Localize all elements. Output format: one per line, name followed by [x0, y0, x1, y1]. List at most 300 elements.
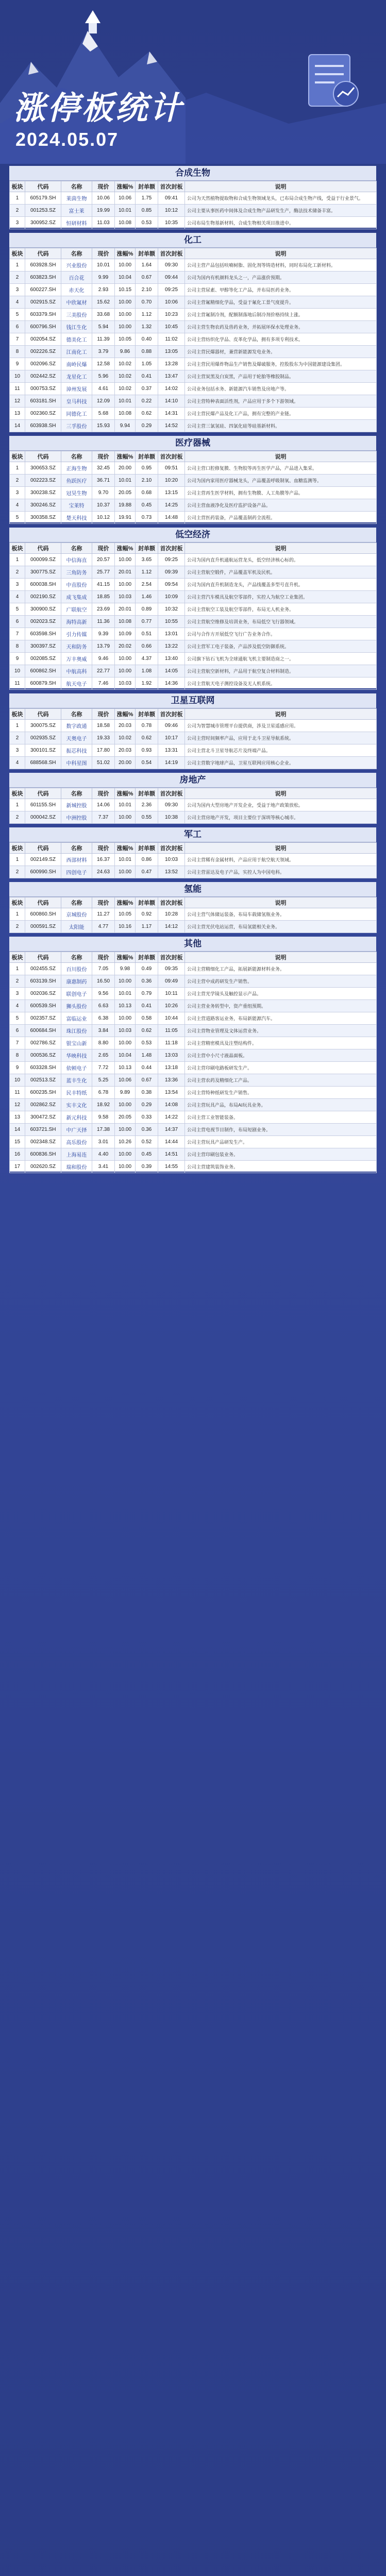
- table-row[interactable]: [10, 616, 377, 628]
- cell-idx: 4: [10, 499, 25, 512]
- cell-time: 14:48: [158, 512, 185, 524]
- cell-code: 002455.SZ: [25, 963, 61, 975]
- column-header: 首次封板: [158, 897, 185, 908]
- cell-time: 09:39: [158, 566, 185, 579]
- cell-price: 9.70: [92, 487, 115, 499]
- cell-time: 10:26: [158, 1000, 185, 1012]
- cell-reason: 公司主营特种纸研发生产销售。: [185, 1087, 377, 1099]
- column-header: 封单额: [136, 709, 158, 720]
- cell-idx: 7: [10, 628, 25, 640]
- cell-idx: 17: [10, 1161, 25, 1173]
- table-row[interactable]: [10, 259, 377, 272]
- cell-code: 603928.SH: [25, 259, 61, 272]
- column-header: 板块: [10, 543, 25, 554]
- table-row[interactable]: [10, 628, 377, 640]
- stock-table: [9, 181, 377, 229]
- column-header: 现价: [92, 952, 115, 963]
- cell-seal: 0.36: [136, 975, 158, 988]
- table-row[interactable]: [10, 640, 377, 653]
- cell-price: 17.80: [92, 744, 115, 757]
- column-header: 板块: [10, 451, 25, 462]
- cell-time: 14:55: [158, 1161, 185, 1173]
- column-header: 代码: [25, 543, 61, 554]
- cell-name: 恒研材料: [61, 217, 92, 229]
- table-row[interactable]: [10, 732, 377, 744]
- table-row[interactable]: [10, 603, 377, 616]
- table-row[interactable]: [10, 908, 377, 921]
- table-row[interactable]: [10, 395, 377, 408]
- table-row[interactable]: [10, 677, 377, 690]
- cell-idx: 14: [10, 420, 25, 432]
- table-row[interactable]: [10, 272, 377, 284]
- cell-name: 新城控股: [61, 799, 92, 811]
- cell-price: 2.65: [92, 1049, 115, 1062]
- column-header: 名称: [61, 709, 92, 720]
- cell-price: 18.58: [92, 720, 115, 732]
- table-row[interactable]: [10, 799, 377, 811]
- cell-seal: 0.44: [136, 1062, 158, 1074]
- stock-table: [9, 788, 377, 824]
- cell-reason: 公司主营汽车模具及航空零部件，实控人为航空工业集团。: [185, 591, 377, 603]
- cell-seal: 0.58: [136, 1012, 158, 1025]
- cell-seal: 0.39: [136, 1161, 158, 1173]
- cell-reason: 公司主营数字地球产品，卫星互联网应用核心企业。: [185, 757, 377, 769]
- cell-time: 13:31: [158, 744, 185, 757]
- cell-idx: 7: [10, 1037, 25, 1049]
- cell-reason: 公司主营房地产开发，项目主要位于深圳等核心城市。: [185, 811, 377, 824]
- column-header: 涨幅%: [115, 788, 136, 799]
- cell-time: 09:35: [158, 963, 185, 975]
- cell-chg: 20.03: [115, 720, 136, 732]
- cell-price: 12.58: [92, 358, 115, 370]
- column-header: 首次封板: [158, 543, 185, 554]
- column-header: 代码: [25, 181, 61, 192]
- table-row[interactable]: [10, 921, 377, 933]
- column-header: 现价: [92, 709, 115, 720]
- table-row[interactable]: [10, 1087, 377, 1099]
- table-row[interactable]: [10, 811, 377, 824]
- cell-price: 32.45: [92, 462, 115, 474]
- cell-reason: 公司主营中成药研发生产销售。: [185, 975, 377, 988]
- table-row[interactable]: [10, 665, 377, 677]
- cell-chg: 20.03: [115, 744, 136, 757]
- cell-code: 603328.SH: [25, 1062, 61, 1074]
- column-header: 涨幅%: [115, 248, 136, 259]
- cell-name: 莱茵生物: [61, 192, 92, 205]
- cell-idx: 1: [10, 963, 25, 975]
- cell-code: 603139.SH: [25, 975, 61, 988]
- cell-price: 19.33: [92, 732, 115, 744]
- column-header: 名称: [61, 952, 92, 963]
- column-header: 名称: [61, 843, 92, 854]
- cell-price: 11.03: [92, 217, 115, 229]
- cell-chg: 10.00: [115, 296, 136, 309]
- cell-code: 000099.SZ: [25, 554, 61, 566]
- cell-price: 5.94: [92, 321, 115, 333]
- cell-chg: 10.00: [115, 811, 136, 824]
- table-row[interactable]: [10, 591, 377, 603]
- cell-code: 603379.SH: [25, 309, 61, 321]
- cell-name: 百川股份: [61, 963, 92, 975]
- cell-name: 航天电子: [61, 677, 92, 690]
- table-row[interactable]: [10, 866, 377, 878]
- cell-price: 18.85: [92, 591, 115, 603]
- cell-reason: 公司主营氟制冷剂，配额制落地后制冷剂价格持续上涨。: [185, 309, 377, 321]
- cell-time: 14:02: [158, 383, 185, 395]
- cell-code: 002226.SZ: [25, 346, 61, 358]
- cell-price: 16.37: [92, 854, 115, 866]
- table-row[interactable]: [10, 554, 377, 566]
- cell-chg: 10.00: [115, 1148, 136, 1161]
- stock-table: [9, 248, 377, 432]
- cell-code: 600990.SH: [25, 866, 61, 878]
- cell-seal: 1.12: [136, 566, 158, 579]
- stock-table: [9, 842, 377, 878]
- cell-code: 002620.SZ: [25, 1161, 61, 1173]
- column-header: 首次封板: [158, 451, 185, 462]
- table-row[interactable]: [10, 217, 377, 229]
- table-row[interactable]: [10, 566, 377, 579]
- table-row[interactable]: [10, 383, 377, 395]
- column-header: 涨幅%: [115, 451, 136, 462]
- table-row[interactable]: [10, 346, 377, 358]
- table-row[interactable]: [10, 462, 377, 474]
- cell-chg: 10.01: [115, 988, 136, 1000]
- cell-reason: 公司主营北斗卫星导航芯片及终端产品。: [185, 744, 377, 757]
- cell-code: 300653.SZ: [25, 462, 61, 474]
- cell-code: 001253.SZ: [25, 205, 61, 217]
- cell-idx: 4: [10, 591, 25, 603]
- cell-code: 688568.SH: [25, 757, 61, 769]
- table-row[interactable]: [10, 408, 377, 420]
- table-row[interactable]: [10, 1099, 377, 1111]
- table-row[interactable]: [10, 499, 377, 512]
- cell-seal: 0.66: [136, 640, 158, 653]
- cell-chg: 10.16: [115, 921, 136, 933]
- cell-idx: 2: [10, 866, 25, 878]
- cell-idx: 13: [10, 408, 25, 420]
- cell-time: 10:28: [158, 908, 185, 921]
- table-row[interactable]: [10, 1074, 377, 1087]
- cell-seal: 0.47: [136, 866, 158, 878]
- cell-idx: 9: [10, 653, 25, 665]
- cell-seal: 0.67: [136, 1074, 158, 1087]
- cell-idx: 15: [10, 1136, 25, 1148]
- cell-price: 5.25: [92, 1074, 115, 1087]
- cell-name: 江南化工: [61, 346, 92, 358]
- cell-idx: 5: [10, 603, 25, 616]
- cell-name: 龙星化工: [61, 370, 92, 383]
- cell-seal: 0.53: [136, 1037, 158, 1049]
- cell-code: 600836.SH: [25, 1148, 61, 1161]
- table-row[interactable]: [10, 757, 377, 769]
- table-row[interactable]: [10, 1111, 377, 1124]
- column-header: 封单额: [136, 952, 158, 963]
- cell-seal: 0.22: [136, 395, 158, 408]
- section-title: 其他: [9, 937, 376, 952]
- cell-name: 冠昊生物: [61, 487, 92, 499]
- cell-code: 300358.SZ: [25, 512, 61, 524]
- cell-reason: 公司主营物业管理及文体运营业务。: [185, 1025, 377, 1037]
- cell-idx: 4: [10, 296, 25, 309]
- cell-code: 300952.SZ: [25, 217, 61, 229]
- cell-name: 鱼跃医疗: [61, 474, 92, 487]
- cell-time: 10:45: [158, 321, 185, 333]
- cell-name: 引力传媒: [61, 628, 92, 640]
- column-header: 现价: [92, 543, 115, 554]
- column-header: 代码: [25, 788, 61, 799]
- cell-name: 天和防务: [61, 640, 92, 653]
- cell-chg: 20.01: [115, 566, 136, 579]
- cell-code: 600879.SH: [25, 677, 61, 690]
- cell-code: 603938.SH: [25, 420, 61, 432]
- cell-reason: 公司主营再生医学材料，拥有生物膜、人工角膜等产品。: [185, 487, 377, 499]
- cell-chg: 10.08: [115, 616, 136, 628]
- column-header: 代码: [25, 709, 61, 720]
- cell-code: 300238.SZ: [25, 487, 61, 499]
- cell-chg: 20.00: [115, 757, 136, 769]
- cell-name: 太阳能: [61, 921, 92, 933]
- column-header: 首次封板: [158, 248, 185, 259]
- cell-time: 13:15: [158, 487, 185, 499]
- column-header: 首次封板: [158, 788, 185, 799]
- cell-idx: 3: [10, 744, 25, 757]
- cell-name: 实丰文化: [61, 1099, 92, 1111]
- section-card: [9, 773, 376, 822]
- cell-reason: 公司主要从事医药中间体及合成生物产品研发生产，酶法技术储备丰富。: [185, 205, 377, 217]
- cell-time: 09:46: [158, 720, 185, 732]
- cell-code: 000042.SZ: [25, 811, 61, 824]
- cell-chg: 9.94: [115, 420, 136, 432]
- table-row[interactable]: [10, 1148, 377, 1161]
- section-title: 合成生物: [9, 166, 376, 181]
- section-card: [9, 436, 376, 522]
- cell-reason: 公司为国内直升机通航运营龙头，低空经济核心标的。: [185, 554, 377, 566]
- cell-name: 中欣氟材: [61, 296, 92, 309]
- column-header: 说明: [185, 952, 377, 963]
- cell-code: 603181.SH: [25, 395, 61, 408]
- table-row[interactable]: [10, 487, 377, 499]
- cell-time: 09:25: [158, 284, 185, 296]
- table-row[interactable]: [10, 975, 377, 988]
- cell-price: 10.06: [92, 192, 115, 205]
- cell-reason: 公司主营航空锻件，产品覆盖军机及民机。: [185, 566, 377, 579]
- rocket-icon: [85, 10, 100, 33]
- cell-code: 600796.SH: [25, 321, 61, 333]
- table-row[interactable]: [10, 1037, 377, 1049]
- cell-seal: 0.79: [136, 988, 158, 1000]
- cell-code: 300775.SZ: [25, 566, 61, 579]
- table-row[interactable]: [10, 963, 377, 975]
- cell-code: 002190.SZ: [25, 591, 61, 603]
- cell-seal: 0.45: [136, 1148, 158, 1161]
- column-header: 现价: [92, 451, 115, 462]
- cell-price: 51.02: [92, 757, 115, 769]
- cell-idx: 8: [10, 1049, 25, 1062]
- cell-reason: 公司主营稀有金属材料，产品应用于航空航天领域。: [185, 854, 377, 866]
- cell-time: 13:03: [158, 1049, 185, 1062]
- cell-code: 002357.SZ: [25, 1012, 61, 1025]
- table-row[interactable]: [10, 333, 377, 346]
- cell-reason: 公司主营印刷包装业务。: [185, 1148, 377, 1161]
- cell-price: 11.36: [92, 616, 115, 628]
- cell-chg: 9.86: [115, 346, 136, 358]
- column-header: 代码: [25, 248, 61, 259]
- stock-table: [9, 952, 377, 1173]
- table-row[interactable]: [10, 988, 377, 1000]
- cell-idx: 7: [10, 333, 25, 346]
- cell-chg: 10.02: [115, 370, 136, 383]
- cell-seal: 0.29: [136, 420, 158, 432]
- column-header: 现价: [92, 181, 115, 192]
- cell-time: 14:51: [158, 1148, 185, 1161]
- table-row[interactable]: [10, 1012, 377, 1025]
- cell-seal: 0.29: [136, 1099, 158, 1111]
- column-header: 板块: [10, 897, 25, 908]
- cell-name: 海特高新: [61, 616, 92, 628]
- cell-chg: 10.08: [115, 217, 136, 229]
- cell-name: 京城股份: [61, 908, 92, 921]
- cell-idx: 3: [10, 217, 25, 229]
- cell-reason: 公司主营精密模具及注塑结构件。: [185, 1037, 377, 1049]
- cell-name: 振芯科技: [61, 744, 92, 757]
- cell-code: 600235.SH: [25, 1087, 61, 1099]
- column-header: 封单额: [136, 843, 158, 854]
- cell-reason: 公司主营民爆产品及化工产品，拥有完整的产业链。: [185, 408, 377, 420]
- cell-reason: 公司为国内直升机制造龙头，产品线覆盖多型号直升机。: [185, 579, 377, 591]
- cell-time: 13:18: [158, 1062, 185, 1074]
- column-header: 板块: [10, 181, 25, 192]
- table-row[interactable]: [10, 653, 377, 665]
- cell-time: 13:28: [158, 358, 185, 370]
- table-row[interactable]: [10, 1124, 377, 1136]
- section-title: 氢能: [9, 882, 376, 897]
- cell-seal: 1.46: [136, 591, 158, 603]
- cell-code: 600862.SH: [25, 665, 61, 677]
- column-header: 涨幅%: [115, 709, 136, 720]
- cell-chg: 10.05: [115, 908, 136, 921]
- cell-code: 600038.SH: [25, 579, 61, 591]
- table-row[interactable]: [10, 1161, 377, 1173]
- column-header: 说明: [185, 843, 377, 854]
- table-row[interactable]: [10, 370, 377, 383]
- column-header: 说明: [185, 897, 377, 908]
- cell-reason: 公司主营口腔修复膜、生物胶等再生医学产品，产品进入集采。: [185, 462, 377, 474]
- table-row[interactable]: [10, 296, 377, 309]
- table-row[interactable]: [10, 474, 377, 487]
- section-card: [9, 166, 376, 228]
- cell-seal: 0.38: [136, 1087, 158, 1099]
- column-header: 说明: [185, 181, 377, 192]
- section-card: [9, 528, 376, 688]
- header: [0, 0, 386, 164]
- table-row[interactable]: [10, 205, 377, 217]
- table-row[interactable]: [10, 1000, 377, 1012]
- cell-price: 11.39: [92, 333, 115, 346]
- cell-price: 2.93: [92, 284, 115, 296]
- stock-table: [9, 708, 377, 769]
- table-row[interactable]: [10, 420, 377, 432]
- table-row[interactable]: [10, 321, 377, 333]
- cell-idx: 6: [10, 616, 25, 628]
- cell-reason: 公司主营特种表面活性剂，产品应用于多个下游领域。: [185, 395, 377, 408]
- table-row[interactable]: [10, 1062, 377, 1074]
- cell-code: 603721.SH: [25, 1124, 61, 1136]
- cell-price: 20.57: [92, 554, 115, 566]
- table-row[interactable]: [10, 309, 377, 321]
- cell-chg: 10.00: [115, 866, 136, 878]
- table-row[interactable]: [10, 1025, 377, 1037]
- table-row[interactable]: [10, 1049, 377, 1062]
- cell-price: 4.77: [92, 921, 115, 933]
- section-title: 军工: [9, 827, 376, 842]
- cell-seal: 0.37: [136, 383, 158, 395]
- cell-reason: 公司主营航空工装及航空零部件，布局无人机业务。: [185, 603, 377, 616]
- table-row[interactable]: [10, 512, 377, 524]
- cell-seal: 0.41: [136, 370, 158, 383]
- table-row[interactable]: [10, 744, 377, 757]
- cell-time: 11:02: [158, 333, 185, 346]
- cell-chg: 19.91: [115, 512, 136, 524]
- table-row[interactable]: [10, 720, 377, 732]
- cell-reason: 公司主营雷达及电子产品，实控人为中国电科。: [185, 866, 377, 878]
- cell-time: 13:54: [158, 1087, 185, 1099]
- cell-reason: 公司主营印刷电路板研发生产。: [185, 1062, 377, 1074]
- cell-idx: 14: [10, 1124, 25, 1136]
- table-row[interactable]: [10, 358, 377, 370]
- table-row[interactable]: [10, 192, 377, 205]
- cell-price: 5.68: [92, 408, 115, 420]
- cell-code: 002223.SZ: [25, 474, 61, 487]
- cell-code: 002442.SZ: [25, 370, 61, 383]
- cell-seal: 2.54: [136, 579, 158, 591]
- table-row[interactable]: [10, 1136, 377, 1148]
- cell-price: 25.77: [92, 566, 115, 579]
- cell-code: 002786.SZ: [25, 1037, 61, 1049]
- cell-chg: 10.13: [115, 1062, 136, 1074]
- cell-idx: 1: [10, 854, 25, 866]
- table-row[interactable]: [10, 579, 377, 591]
- cell-reason: 公司主营纺织化学品、皮革化学品，拥有多项专利技术。: [185, 333, 377, 346]
- section-card: [9, 882, 376, 931]
- cell-reason: 公司业务包括水务、新能源汽车销售及房地产等。: [185, 383, 377, 395]
- cell-seal: 1.08: [136, 665, 158, 677]
- cell-time: 14:52: [158, 420, 185, 432]
- cell-time: 10:44: [158, 1012, 185, 1025]
- cell-code: 002023.SZ: [25, 616, 61, 628]
- table-row[interactable]: [10, 854, 377, 866]
- cell-idx: 1: [10, 259, 25, 272]
- cell-time: 09:25: [158, 554, 185, 566]
- cell-idx: 3: [10, 284, 25, 296]
- stock-table: [9, 451, 377, 524]
- table-row[interactable]: [10, 284, 377, 296]
- cell-reason: 公司主营民爆器材，兼营新能源发电业务。: [185, 346, 377, 358]
- cell-idx: 2: [10, 272, 25, 284]
- cell-name: 百合花: [61, 272, 92, 284]
- column-header: 首次封板: [158, 709, 185, 720]
- cell-price: 11.27: [92, 908, 115, 921]
- cell-time: 09:41: [158, 192, 185, 205]
- cell-time: 14:12: [158, 921, 185, 933]
- cell-code: 002054.SZ: [25, 333, 61, 346]
- cell-idx: 3: [10, 988, 25, 1000]
- cell-chg: 10.00: [115, 665, 136, 677]
- cell-price: 3.41: [92, 1161, 115, 1173]
- cell-price: 22.77: [92, 665, 115, 677]
- cell-time: 10:17: [158, 732, 185, 744]
- column-header: 封单额: [136, 897, 158, 908]
